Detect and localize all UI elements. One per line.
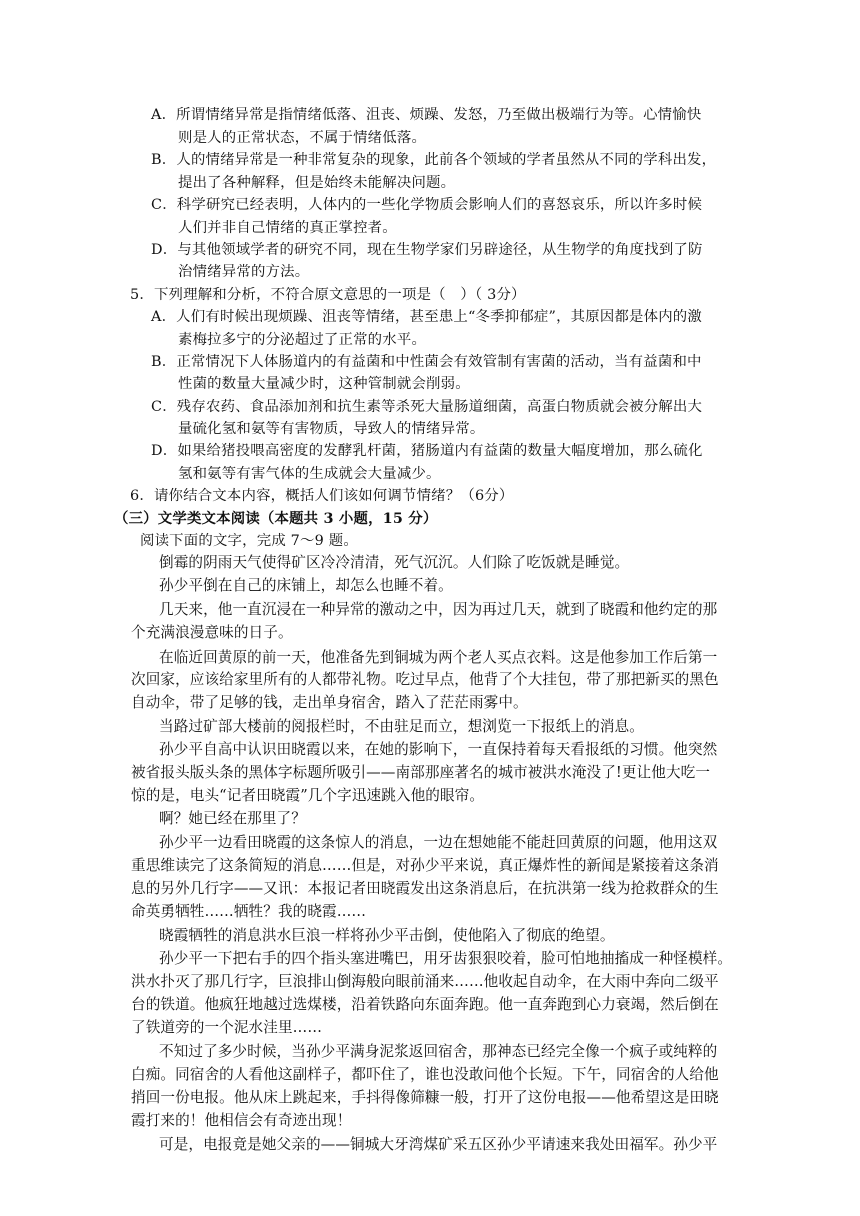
option-c-line2: 量硫化氢和氨等有害物质，导致人的情绪异常。	[178, 421, 485, 437]
passage-line: 洪水扑灭了那几行字，巨浪排山倒海般向眼前涌来……他收起自动伞，在大雨中奔向二级平	[131, 973, 719, 990]
passage-line: 孙少平一边看田晓霞的这条惊人的消息，一边在想她能不能赶回黄原的问题，他用这双	[159, 834, 718, 851]
passage-line: 当路过矿部大楼前的阅报栏时，不由驻足而立，想浏览一下报纸上的消息。	[159, 718, 644, 735]
passage-line: 个充满浪漫意味的日子。	[131, 624, 293, 641]
option-d-line1: D．如果给猪投喂高密度的发酵乳杆菌，猪肠道内有益菌的数量大幅度增加，那么硫化	[151, 443, 703, 459]
passage-line: 台的铁道。他疯狂地越过选煤楼，沿着铁路向东面奔跑。他一直奔跑到心力衰竭，然后倒在	[131, 996, 719, 1013]
passage-line: 几天来，他一直沉浸在一种异常的激动之中，因为再过几天，就到了晓霞和他约定的那	[159, 601, 718, 618]
option-b-line2: 性菌的数量大量减少时，这种管制就会削弱。	[178, 376, 470, 392]
passage-line: 惊的是，电头“记者田晓霞”几个字迅速跳入他的眼帘。	[131, 787, 485, 804]
option-b-line1: B．正常情况下人体肠道内的有益菌和中性菌会有效管制有害菌的活动，当有益菌和中	[151, 354, 702, 370]
reading-instruction: 阅读下面的文字，完成 7～9 题。	[140, 533, 358, 549]
passage-line: 孙少平一下把右手的四个指头塞进嘴巴，用牙齿狠狠咬着，脸可怕地抽搐成一种怪模样。	[159, 950, 733, 967]
passage-line: 啊？她已经在那里了？	[159, 810, 306, 827]
option-b-line1: B．人的情绪异常是一种非常复杂的现象，此前各个领域的学者虽然从不同的学科出发，	[151, 152, 717, 168]
passage-line: 息的另外几行字——又讯：本报记者田晓霞发出这条消息后，在抗洪第一线为抢救群众的生	[131, 880, 719, 897]
question-6-stem: 6．请你结合文本内容，概括人们该如何调节情绪？（6分）	[130, 488, 514, 504]
passage-line: 晓霞牺牲的消息洪水巨浪一样将孙少平击倒，使他陷入了彻底的绝望。	[159, 927, 615, 944]
option-c-line1: C．残存农药、食品添加剂和抗生素等杀死大量肠道细菌，高蛋白物质就会被分解出大	[151, 399, 703, 415]
option-d-line2: 治情绪异常的方法。	[178, 264, 310, 280]
option-a-line2: 则是人的正常状态，不属于情绪低落。	[178, 130, 427, 146]
option-d-line2: 氢和氨等有害气体的生成就会大量减少。	[178, 466, 441, 482]
passage-line: 自动伞，带了足够的钱，走出单身宿舍，踏入了茫茫雨雾中。	[131, 694, 528, 711]
passage-line: 次回家，应该给家里所有的人都带礼物。吃过早点，他背了个大挂包，带了那把新买的黑色	[131, 671, 719, 688]
passage-line: 孙少平倒在自己的床铺上，却怎么也睡不着。	[159, 577, 453, 594]
passage-line: 不知过了多少时候，当孙少平满身泥浆返回宿舍，那神态已经完全像一个疯子或纯粹的	[159, 1043, 718, 1060]
passage-line: 了铁道旁的一个泥水洼里……	[131, 1019, 323, 1036]
passage-line: 捎回一份电报。他从床上跳起来，手抖得像筛糠一般，打开了这份电报——他希望这是田晓	[131, 1089, 719, 1106]
option-c-line2: 人们并非自己情绪的真正掌控者。	[178, 220, 397, 236]
passage-line: 倒霉的阴雨天气使得矿区冷冷清清，死气沉沉。人们除了吃饭就是睡觉。	[159, 554, 630, 571]
option-a-line2: 素梅拉多宁的分泌超过了正常的水平。	[178, 332, 427, 348]
question-5-stem: 5．下列理解和分析，不符合原文意思的一项是（ ）（ 3分）	[130, 287, 526, 303]
option-a-line1: A．所谓情绪异常是指情绪低落、沮丧、烦躁、发怒，乃至做出极端行为等。心情愉快	[151, 107, 702, 123]
passage-line: 霞打来的！他相信会有奇迹出现！	[131, 1112, 352, 1129]
passage-line: 重思维读完了这条简短的消息……但是，对孙少平来说，真正爆炸性的新闻是紧接着这条消	[131, 857, 719, 874]
passage-line: 被省报头版头条的黑体字标题所吸引——南部那座著名的城市被洪水淹没了!更让他大吃一	[131, 764, 711, 781]
passage-line: 在临近回黄原的前一天，他准备先到铜城为两个老人买点衣料。这是他参加工作后第一	[159, 649, 718, 666]
option-a-line1: A．人们有时候出现烦躁、沮丧等情绪，甚至患上“冬季抑郁症”，其原因都是体内的激	[151, 309, 702, 325]
passage-line: 可是，电报竟是她父亲的——铜城大牙湾煤矿采五区孙少平请速来我处田福军。孙少平	[159, 1136, 718, 1153]
option-d-line1: D．与其他领域学者的研究不同，现在生物学家们另辟途径，从生物学的角度找到了防	[151, 242, 703, 258]
section-heading: （三）文学类文本阅读（本题共 3 小题，15 分）	[114, 510, 438, 527]
passage-line: 命英勇牺牲……牺牲？我的晓霞……	[131, 903, 367, 920]
passage-line: 孙少平自高中认识田晓霞以来，在她的影响下，一直保持着每天看报纸的习惯。他突然	[159, 741, 718, 758]
passage-line: 白痴。同宿舍的人看他这副样子，都吓住了，谁也没敢问他个长短。下午，同宿舍的人给他	[131, 1066, 719, 1083]
option-b-line2: 提出了各种解释，但是始终未能解决问题。	[178, 175, 456, 191]
option-c-line1: C．科学研究已经表明，人体内的一些化学物质会影响人们的喜怒哀乐，所以许多时候	[151, 197, 703, 213]
